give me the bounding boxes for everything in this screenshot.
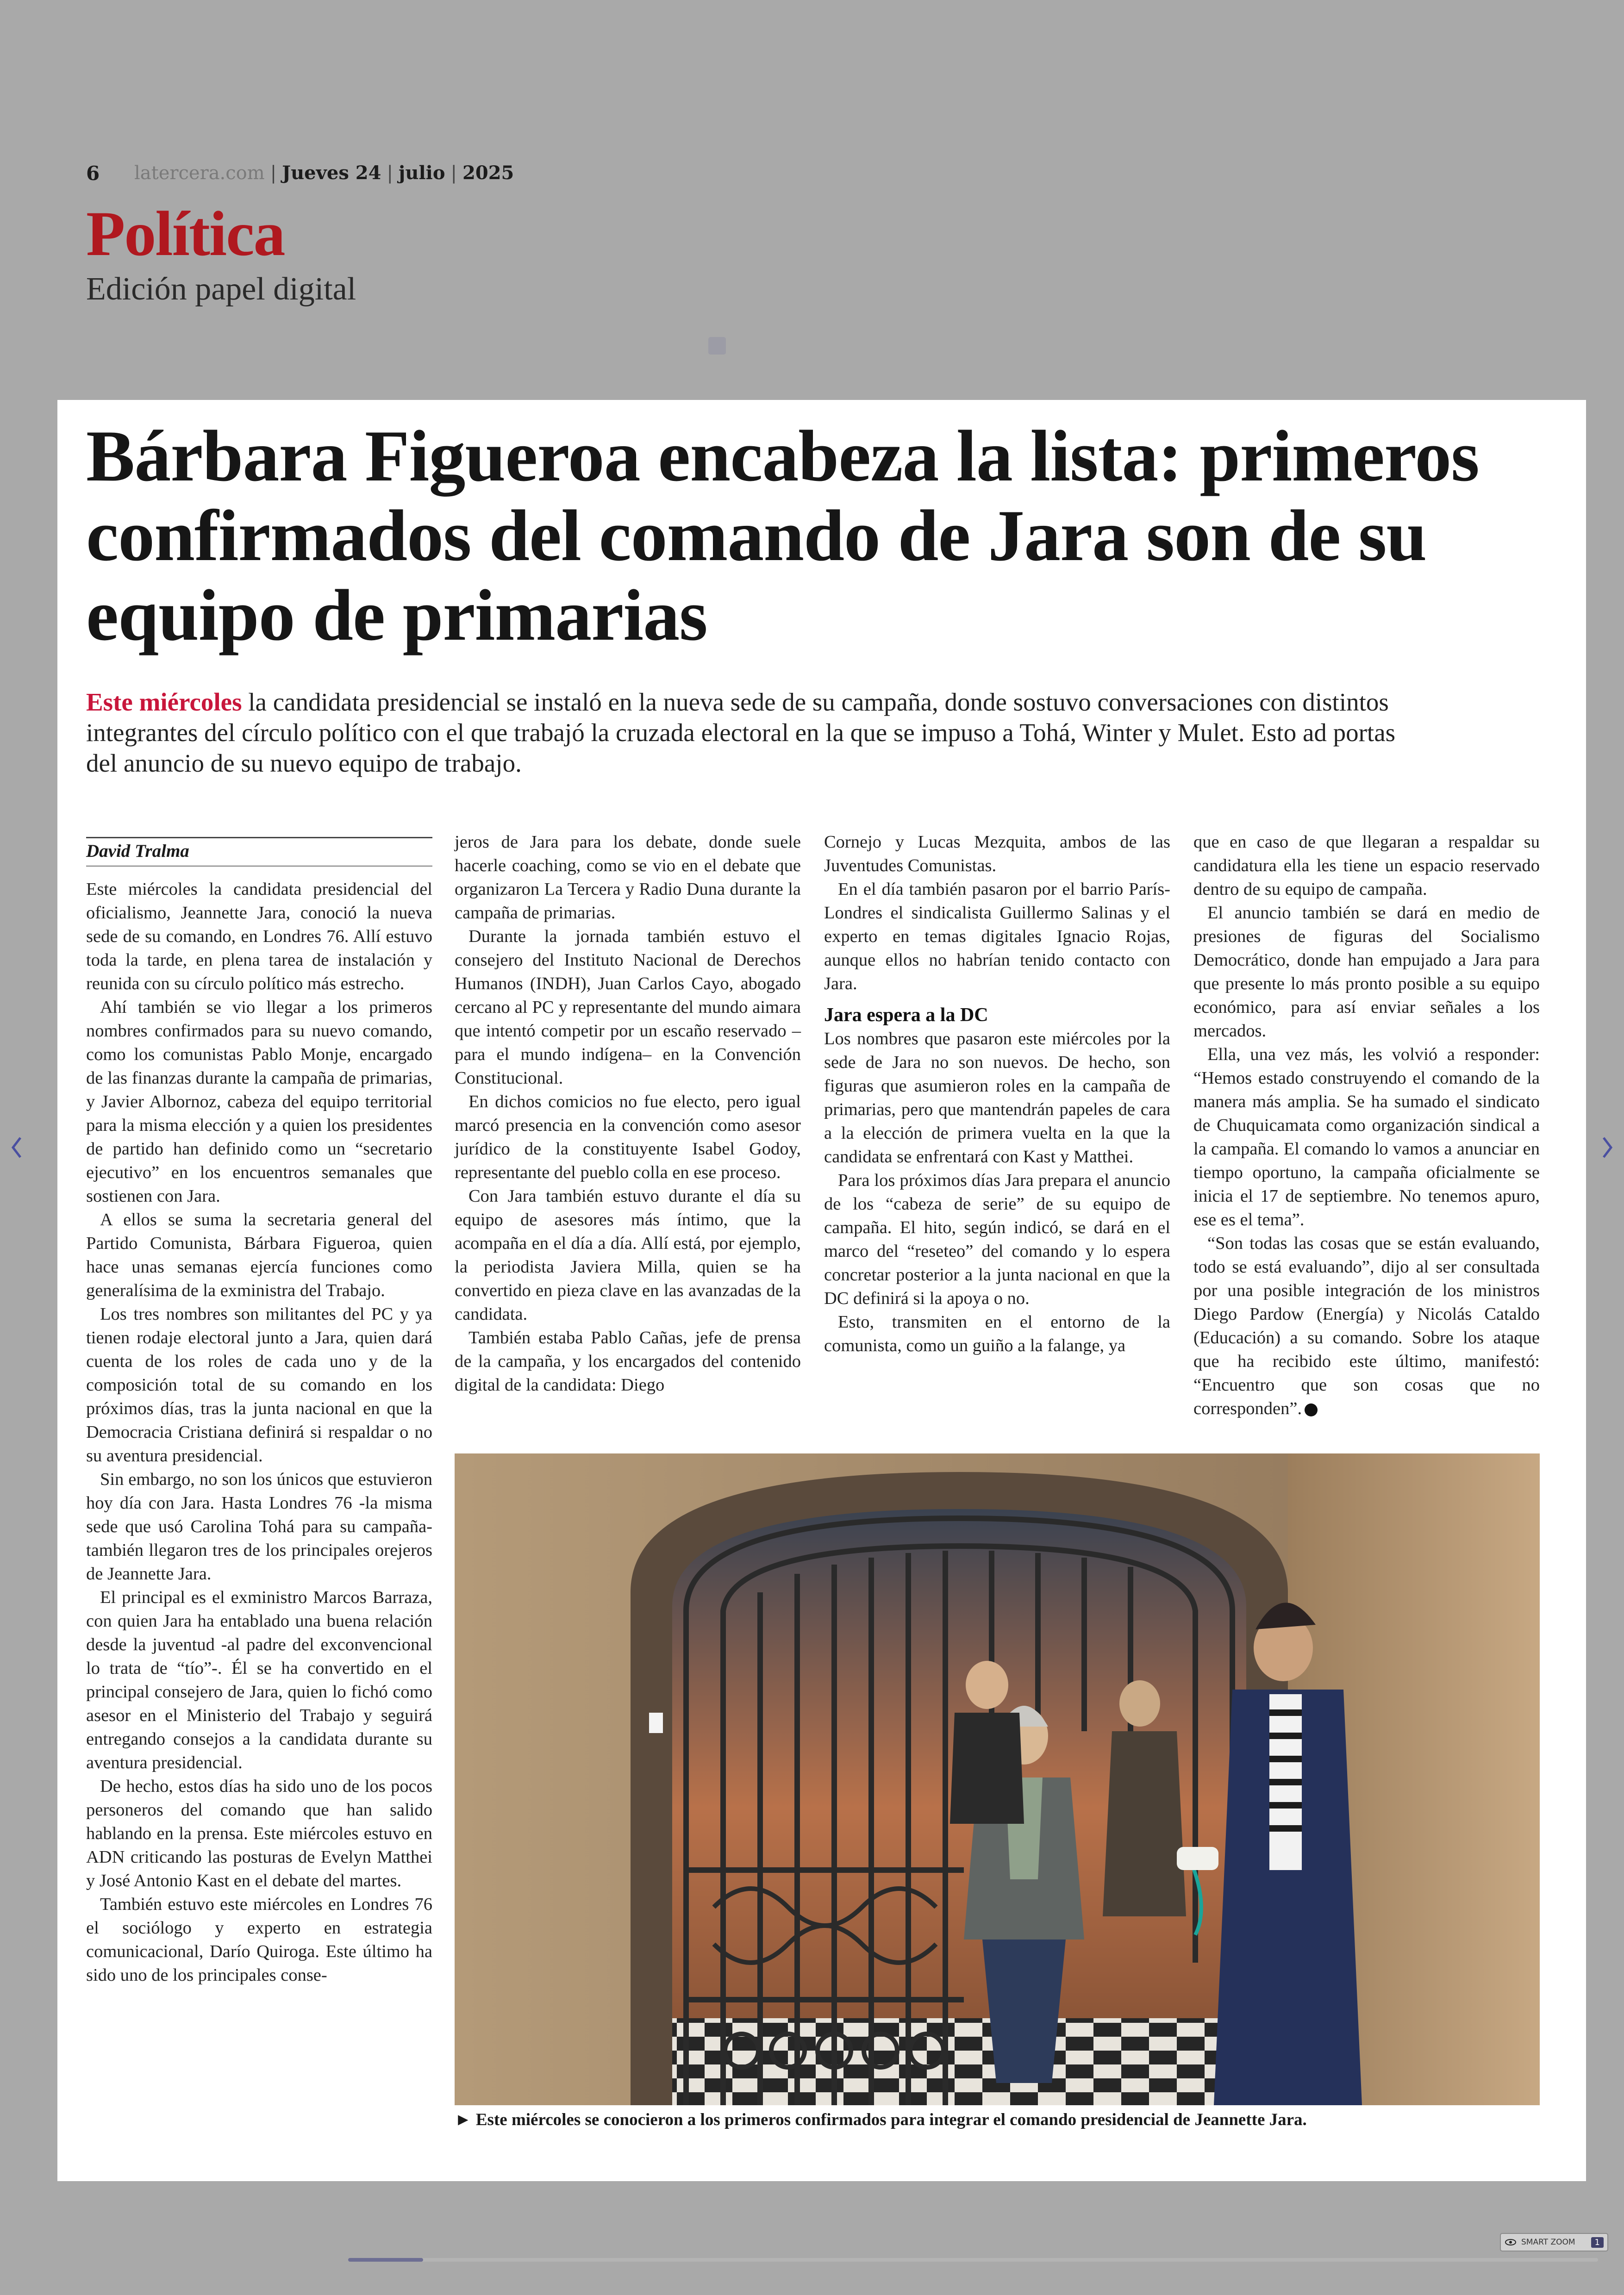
- paragraph: jeros de Jara para los debate, donde suele hacerle coaching, como se vio en el debate que organizaron La Tercera y Radio Duna durante la campaña de primarias.: [455, 832, 801, 923]
- smart-zoom-label: SMART ZOOM: [1521, 2238, 1575, 2247]
- paragraph: También estaba Pablo Cañas, jefe de prensa de la campaña, y los encargados del contenido digital de la candidata: Diego: [455, 1328, 801, 1395]
- paragraph: Esto, transmiten en el entorno de la comunista, como un guiño a la falange, ya: [824, 1312, 1170, 1355]
- section-title: Política: [86, 198, 285, 269]
- previous-page-button[interactable]: [7, 1131, 26, 1164]
- paragraph: El anuncio también se dará en medio de presiones de figuras del Socialismo Democrático, donde han empujado a Jara para que presente lo más pronto posible a su equipo económico, para así enviar señales a los mercados.: [1193, 903, 1540, 1041]
- photo-illustration: [455, 1453, 1540, 2105]
- article-column-4: [1193, 830, 1540, 1421]
- paragraph: que en caso de que llegaran a respaldar su candidatura ella les tiene un espacio reservado dentro de su equipo de campaña.: [1193, 832, 1540, 899]
- smart-zoom-button[interactable]: [1500, 2233, 1608, 2251]
- chevron-left-icon: [7, 1131, 26, 1164]
- edition-subtitle: Edición papel digital: [86, 271, 356, 307]
- article-photo: [455, 1453, 1540, 2105]
- paragraph: Para los próximos días Jara prepara el anuncio de los “cabeza de serie” de su equipo de campaña. El hito, según indicó, se dará en el marco del “reseteo” del comando y lo espera concretar posterior a la junta nacional en que la DC definirá si la apoya o no.: [824, 1171, 1170, 1308]
- paragraph-text: “Son todas las cosas que se están evaluando, todo se está evaluando”, dijo al ser consultada por una posible integración de los ministros Diego Pardow (Energía) y Nicolás Cataldo (Educación) a su comando. Sobre los ataque que ha recibido este último, manifestó: “Encuentro que son cosas que no corresponden”.: [1193, 1234, 1540, 1418]
- paragraph: El principal es el exministro Marcos Barraza, con quien Jara ha entablado una buena relación desde la juventud -al padre del exconvencional lo trata de “tío”-. Él se ha convertido en el principal consejero de Jara, quien lo fichó como asesor en el Ministerio del Trabajo y seguirá entregando consejos a la candidata durante su aventura presidencial.: [86, 1588, 432, 1772]
- deck-lead: Este miércoles: [86, 688, 242, 716]
- subheading: Jara espera a la DC: [824, 1004, 988, 1026]
- paragraph: Cornejo y Lucas Mezquita, ambos de las Juventudes Comunistas.: [824, 832, 1170, 875]
- paragraph: Ella, una vez más, les volvió a responder: “Hemos estado construyendo el comando de la manera más amplia. Se ha sumado el sindicato de Chuquicamata como organización sindical a la campaña. El comando lo vamos a anunciar en tiempo oportuno, la campaña oficialmente se inicia el 17 de septiembre. No tenemos apuro, ese es el tema”.: [1193, 1045, 1540, 1229]
- date-day: Jueves 24: [282, 162, 381, 184]
- byline-rule-top: [86, 837, 432, 838]
- article-column-1: [86, 878, 432, 1987]
- article-deck: [86, 687, 1429, 779]
- date-month: julio: [398, 162, 445, 184]
- article-column-3: [824, 830, 1170, 1358]
- page-number: 6: [86, 162, 100, 185]
- paragraph: [1193, 1232, 1540, 1421]
- paragraph: A ellos se suma la secretaria general del Partido Comunista, Bárbara Figueroa, quien hace unas semanas ejercía funciones como generalísima de la exministra del Trabajo.: [86, 1210, 432, 1300]
- article-column-2: [455, 830, 801, 1397]
- page-marker-icon[interactable]: [708, 337, 726, 355]
- site-name: latercera.com: [134, 162, 265, 184]
- paragraph: Los tres nombres son militantes del PC y ya tienen rodaje electoral junto a Jara, quien dará cuenta de los roles de cada uno y de la composición total de su comando en los próximos días, tras la junta nacional en que la Democracia Cristiana definirá si respaldar o no su aventura presidencial.: [86, 1304, 432, 1466]
- headline: Bárbara Figueroa encabeza la lista: primeros confirmados del comando de Jara son de su equipo de primarias: [86, 416, 1479, 656]
- page-progress-bar[interactable]: [348, 2258, 1598, 2262]
- paragraph: En dichos comicios no fue electo, pero igual marcó presencia en la convención como asesor jurídico de la constituyente Isabel Godoy, representante del pueblo colla en ese proceso.: [455, 1092, 801, 1182]
- byline-rule-bottom: [86, 866, 432, 867]
- paragraph: Los nombres que pasaron este miércoles por la sede de Jara no son nuevos. De hecho, son figuras que asumieron roles en la campaña de primarias, pero que mantendrán papeles de cara a la elección de primera vuelta en la que la candidata se enfrentará con Kast y Matthei.: [824, 1029, 1170, 1166]
- photo-caption: ► Este miércoles se conocieron a los primeros confirmados para integrar el comando presidencial de Jeannette Jara.: [455, 2110, 1307, 2129]
- dateline: latercera.com | Jueves 24 | julio | 2025: [134, 162, 514, 184]
- deck-text: la candidata presidencial se instaló en la nueva sede de su campaña, donde sostuvo conversaciones con distintos integrantes del círculo político con el que trabajó la cruzada electoral en la que se impuso a Tohá, Winter y Mulet. Esto ad portas del anuncio de su nuevo equipo de trabajo.: [86, 688, 1396, 777]
- paragraph: En el día también pasaron por el barrio París-Londres el sindicalista Guillermo Salinas y el experto en temas digitales Ignacio Rojas, aunque ellos no habrían tenido contacto con Jara.: [824, 879, 1170, 993]
- paragraph: Sin embargo, no son los únicos que estuvieron hoy día con Jara. Hasta Londres 76 -la misma sede que usó Carolina Tohá para su campaña- también llegaron tres de los principales orejeros de Jeannette Jara.: [86, 1470, 432, 1584]
- zoom-level-badge: 1: [1591, 2237, 1604, 2248]
- paragraph: Ahí también se vio llegar a los primeros nombres confirmados para su nuevo comando, como los comunistas Pablo Monje, encargado de las finanzas durante la campaña de primarias, y Javier Albornoz, cabeza del equipo territorial para la misma elección y a quien los presidentes de partido han definido como un “secretario ejecutivo” en los encuentros semanales que sostienen con Jara.: [86, 998, 432, 1206]
- paragraph: Este miércoles la candidata presidencial del oficialismo, Jeannette Jara, conoció la nueva sede de su comando, en Londres 76. Allí estuvo toda la tarde, en plena tarea de instalación y reunida con su círculo político más estrecho.: [86, 879, 432, 993]
- next-page-button[interactable]: [1598, 1131, 1617, 1164]
- paragraph: Con Jara también estuvo durante el día su equipo de asesores más íntimo, que la acompaña en el día a día. Allí está, por ejemplo, la periodista Javiera Milla, quien se ha convertido en pieza clave en las avanzadas de la candidata.: [455, 1186, 801, 1324]
- date-year: 2025: [462, 162, 514, 184]
- eye-icon: [1505, 2239, 1517, 2246]
- chevron-right-icon: [1598, 1131, 1617, 1164]
- page-progress-fill: [348, 2258, 423, 2262]
- end-of-article-mark: [1305, 1403, 1318, 1416]
- paragraph: De hecho, estos días ha sido uno de los pocos personeros del comando que han salido hablando en la prensa. Este miércoles estuvo en ADN criticando las posturas de Evelyn Matthei y José Antonio Kast en el debate del martes.: [86, 1777, 432, 1890]
- paragraph: Durante la jornada también estuvo el consejero del Instituto Nacional de Derechos Humanos (INDH), Juan Carlos Cayo, abogado cercano al PC y representante del mundo aimara que intentó competir por un escaño reservado –para el mundo indígena– en la Convención Constitucional.: [455, 927, 801, 1088]
- paragraph: También estuvo este miércoles en Londres 76 el sociólogo y experto en estrategia comunicacional, Darío Quiroga. Este último ha sido uno de los principales conse-: [86, 1895, 432, 1985]
- byline: David Tralma: [86, 841, 189, 861]
